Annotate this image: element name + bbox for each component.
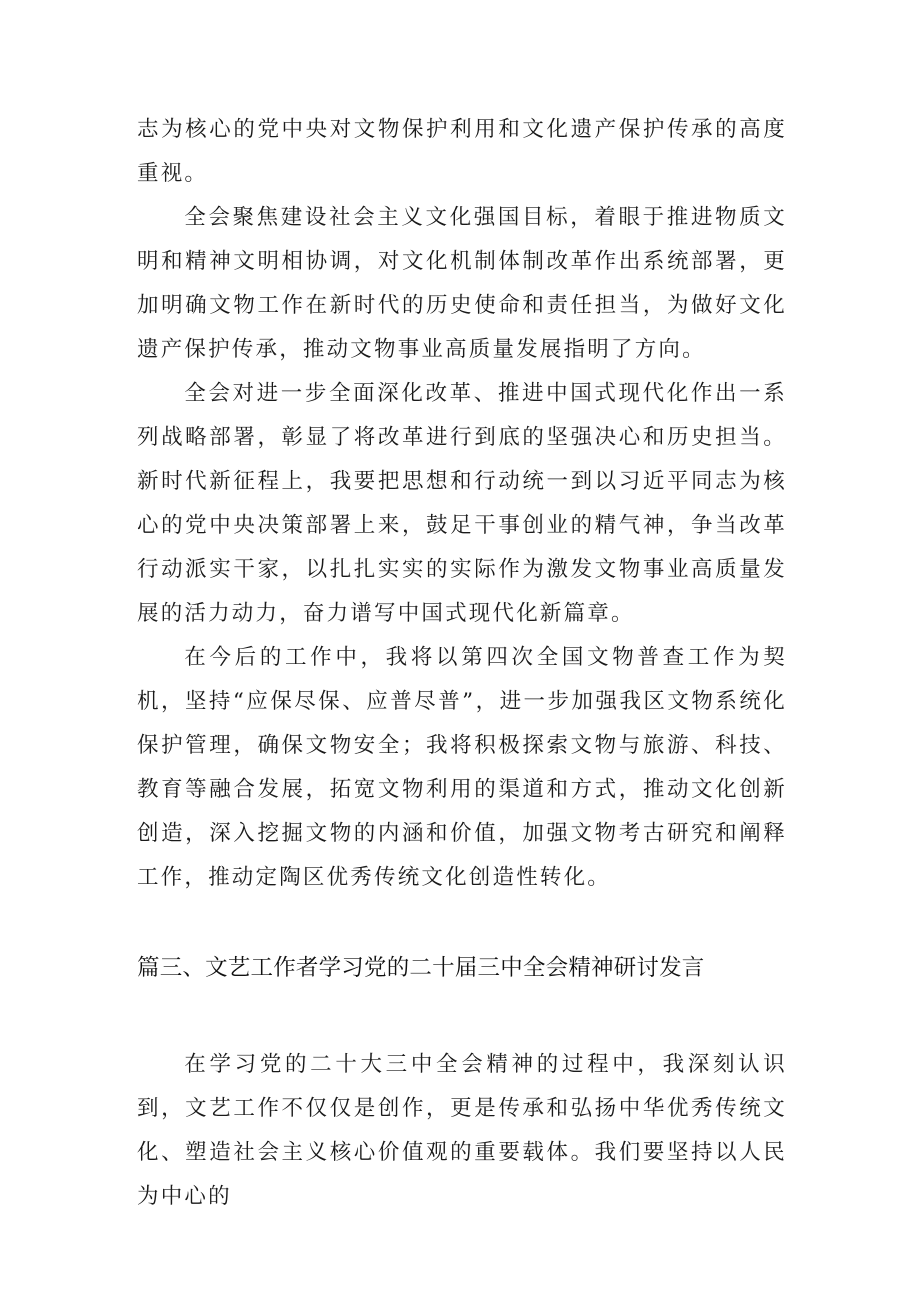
paragraph: 在学习党的二十大三中全会精神的过程中，我深刻认识到，文艺工作不仅仅是创作，更是传承和弘扬中华优秀传统文化、塑造社会主义核心价值观的重要载体。我们要坚持以人民为中心的: [137, 1052, 787, 1209]
paragraph: 全会聚焦建设社会主义文化强国目标，着眼于推进物质文明和精神文明相协调，对文化机制体制改革作出系统部署，更加明确文物工作在新时代的历史使命和责任担当，为做好文化遗产保护传承，推动文物事业高质量发展指明了方向。: [137, 205, 787, 362]
paragraph: 全会对进一步全面深化改革、推进中国式现代化作出一系列战略部署，彰显了将改革进行到底的坚强决心和历史担当。新时代新征程上，我要把思想和行动统一到以习近平同志为核心的党中央决策部署上来，鼓足干事创业的精气神，争当改革行动派实干家，以扎扎实实的实际作为激发文物事业高质量发展的活力动力，奋力谱写中国式现代化新篇章。: [137, 381, 787, 626]
paragraph-continuation: 志为核心的党中央对文物保护利用和文化遗产保护传承的高度重视。: [137, 117, 787, 186]
body-text-bottom: [137, 1043, 787, 1219]
paragraph: 在今后的工作中，我将以第四次全国文物普查工作为契机，坚持“应保尽保、应普尽普”，进一步加强我区文物系统化保护管理，确保文物安全；我将积极探索文物与旅游、科技、教育等融合发展，拓宽文物利用的渠道和方式，推动文化创新创造，深入挖掘文物的内涵和价值，加强文物考古研究和阐释工作，推动定陶区优秀传统文化创造性转化。: [137, 645, 787, 890]
section-heading: 篇三、文艺工作者学习党的二十届三中全会精神研讨发言: [137, 955, 705, 981]
body-text-top: [137, 108, 787, 900]
